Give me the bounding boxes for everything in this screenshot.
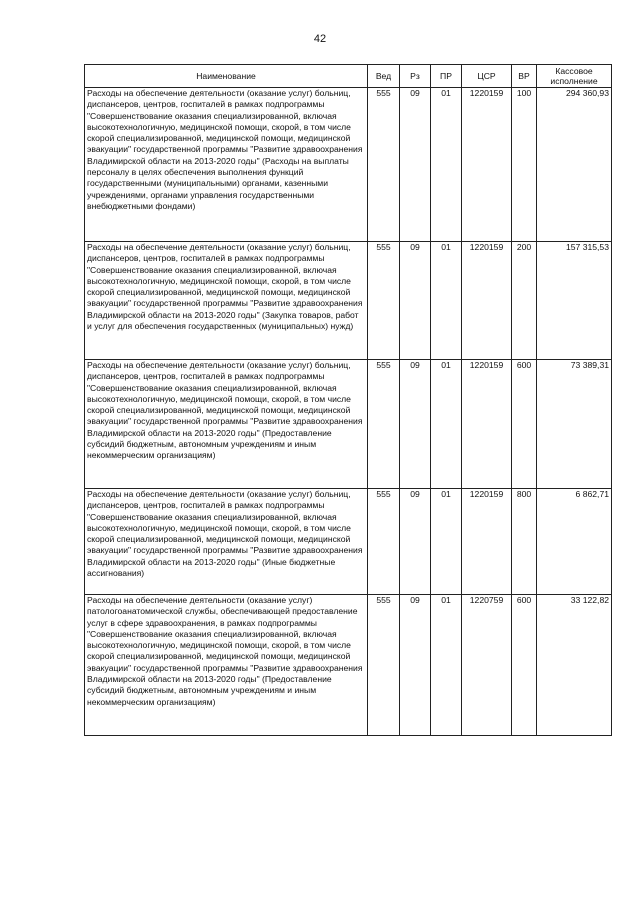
cell-name: Расходы на обеспечение деятельности (оказание услуг) больниц, диспансеров, центров, госпиталей в рамках подпрограммы "Совершенствование оказания специализированной, включая высокотехнологичную, медицинской помощи, скорой, в том числе скорой специализированной, медицинской помощи, медицинской эвакуации" государственной программы "Развитие здравоохранения Владимирской области на 2013-2020 годы" (Предоставление субсидий бюджетным, автономным учреждениям и иным некоммерческим организациям) bbox=[85, 360, 368, 489]
cell-amount: 157 315,53 bbox=[537, 242, 612, 360]
cell-rz: 09 bbox=[400, 489, 431, 595]
cell-csr: 1220159 bbox=[462, 242, 512, 360]
cell-pr: 01 bbox=[431, 242, 462, 360]
header-name: Наименование bbox=[85, 65, 368, 88]
table-row bbox=[85, 595, 612, 736]
cell-rz: 09 bbox=[400, 242, 431, 360]
cell-csr: 1220159 bbox=[462, 489, 512, 595]
cell-amount: 73 389,31 bbox=[537, 360, 612, 489]
table-row bbox=[85, 360, 612, 489]
cell-ved: 555 bbox=[368, 489, 400, 595]
cell-amount: 6 862,71 bbox=[537, 489, 612, 595]
header-amount: Кассовое исполнение bbox=[537, 65, 612, 88]
cell-name: Расходы на обеспечение деятельности (оказание услуг) больниц, диспансеров, центров, госпиталей в рамках подпрограммы "Совершенствование оказания специализированной, включая высокотехнологичную, медицинской помощи, скорой, в том числе скорой специализированной, медицинской помощи, медицинской эвакуации" государственной программы "Развитие здравоохранения Владимирской области на 2013-2020 годы" (Иные бюджетные ассигнования) bbox=[85, 489, 368, 595]
cell-ved: 555 bbox=[368, 595, 400, 736]
cell-amount: 33 122,82 bbox=[537, 595, 612, 736]
table-header bbox=[85, 65, 612, 88]
table-row bbox=[85, 489, 612, 595]
header-pr: ПР bbox=[431, 65, 462, 88]
table-row bbox=[85, 242, 612, 360]
cell-pr: 01 bbox=[431, 595, 462, 736]
header-rz: Рз bbox=[400, 65, 431, 88]
page-number: 42 bbox=[313, 33, 327, 45]
cell-pr: 01 bbox=[431, 88, 462, 242]
cell-name: Расходы на обеспечение деятельности (оказание услуг) патологоанатомической службы, обеспечивающей предоставление услуг в сфере здравоохранения, в рамках подпрограммы "Совершенствование оказания специализированной, включая высокотехнологичную, медицинской помощи, скорой, в том числе скорой специализированной, медицинской помощи, медицинской эвакуации" государственной программы "Развитие здравоохранения Владимирской области на 2013-2020 годы" (Предоставление субсидий бюджетным, автономным учреждениям и иным некоммерческим организациям) bbox=[85, 595, 368, 736]
cell-name: Расходы на обеспечение деятельности (оказание услуг) больниц, диспансеров, центров, госпиталей в рамках подпрограммы "Совершенствование оказания специализированной, включая высокотехнологичную, медицинской помощи, скорой, в том числе скорой специализированной, медицинской помощи, медицинской эвакуации" государственной программы "Развитие здравоохранения Владимирской области на 2013-2020 годы" (Закупка товаров, работ и услуг для обеспечения государственных (муниципальных) нужд) bbox=[85, 242, 368, 360]
header-ved: Вед bbox=[368, 65, 400, 88]
cell-amount: 294 360,93 bbox=[537, 88, 612, 242]
cell-rz: 09 bbox=[400, 360, 431, 489]
cell-ved: 555 bbox=[368, 242, 400, 360]
cell-pr: 01 bbox=[431, 360, 462, 489]
cell-vr: 800 bbox=[512, 489, 537, 595]
cell-rz: 09 bbox=[400, 595, 431, 736]
cell-pr: 01 bbox=[431, 489, 462, 595]
cell-rz: 09 bbox=[400, 88, 431, 242]
header-csr: ЦСР bbox=[462, 65, 512, 88]
table-row bbox=[85, 88, 612, 242]
cell-vr: 100 bbox=[512, 88, 537, 242]
cell-vr: 600 bbox=[512, 595, 537, 736]
cell-ved: 555 bbox=[368, 360, 400, 489]
cell-vr: 200 bbox=[512, 242, 537, 360]
cell-name: Расходы на обеспечение деятельности (оказание услуг) больниц, диспансеров, центров, госпиталей в рамках подпрограммы "Совершенствование оказания специализированной, включая высокотехнологичную, медицинской помощи, скорой, в том числе скорой специализированной, медицинской помощи, медицинской эвакуации" государственной программы "Развитие здравоохранения Владимирской области на 2013-2020 годы" (Расходы на выплаты персоналу в целях обеспечения выполнения функций государственными (муниципальными) органами, казенными учреждениями, органами управления государственными внебюджетными фондами) bbox=[85, 88, 368, 242]
header-vr: ВР bbox=[512, 65, 537, 88]
cell-ved: 555 bbox=[368, 88, 400, 242]
cell-csr: 1220159 bbox=[462, 88, 512, 242]
budget-execution-table bbox=[84, 64, 612, 736]
cell-csr: 1220159 bbox=[462, 360, 512, 489]
cell-vr: 600 bbox=[512, 360, 537, 489]
cell-csr: 1220759 bbox=[462, 595, 512, 736]
